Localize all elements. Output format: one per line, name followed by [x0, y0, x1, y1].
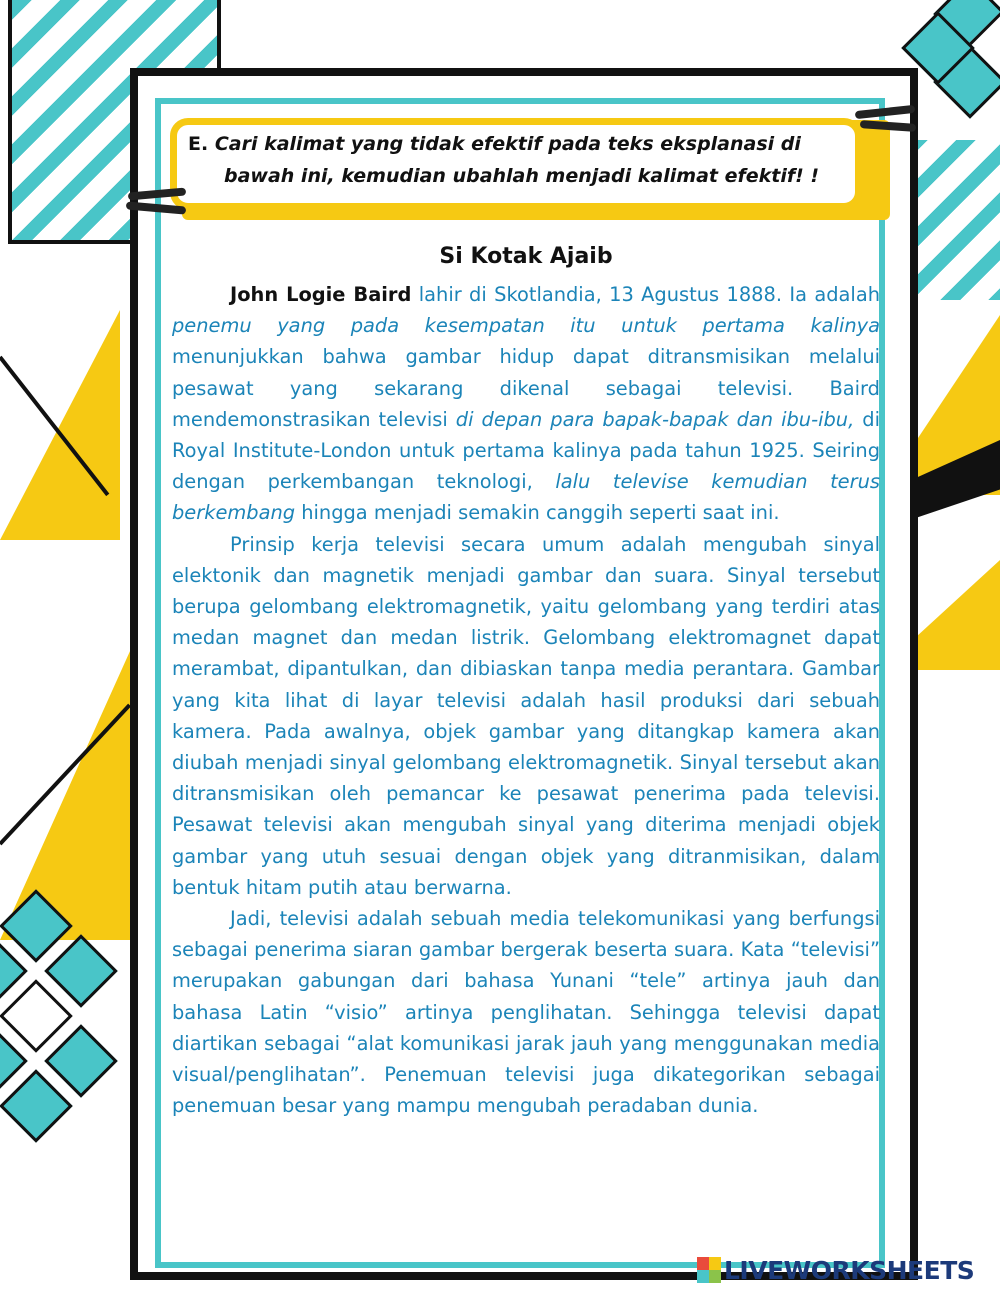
decor-teal-diamond	[0, 1069, 73, 1143]
decor-teal-diamond	[44, 934, 118, 1008]
decor-teal-diamond	[44, 1024, 118, 1098]
decor-yellow-triangle-upper	[0, 310, 120, 540]
inventor-name: John Logie Baird	[230, 283, 412, 306]
paragraph-1-italic-b: di depan para bapak-bapak dan ibu-ibu,	[455, 407, 855, 431]
paragraph-2: Prinsip kerja televisi secara umum adalah mengubah sinyal elektonik dan magnetik menjadi gambar dan suara. Sinyal tersebut berupa gelombang elektromagnetik, yaitu gelombang yang terdiri atas medan magnet dan medan listrik. Gelombang elektromagnet dapat merambat, dipantulkan, dan dibiaskan tanpa media perantara. Gambar yang kita lihat di layar televisi adalah hasil produksi dari sebuah kamera. Pada awalnya, objek gambar yang ditangkap kamera akan diubah menjadi sinyal gelombang elektromagnetik. Sinyal tersebut akan ditransmisikan oleh pemancar ke pesawat penerima pada televisi. Pesawat televisi akan mengubah sinyal yang diterima menjadi objek gambar yang utuh sesuai dengan objek yang ditranmisikan, dalam bentuk hitam putih atau berwarna.	[172, 532, 880, 899]
liveworksheets-logo	[697, 1255, 974, 1285]
liveworksheets-badge-icon	[697, 1257, 721, 1283]
paragraph-3: Jadi, televisi adalah sebuah media telekomunikasi yang berfungsi sebagai penerima siaran gambar bergerak beserta suara. Kata “televisi” merupakan gabungan dari bahasa Yunani “tele” artinya jauh dan bahasa Latin “visio” artinya penglihatan. Sehingga televisi dapat diartikan sebagai “alat komunikasi jarak jauh yang menggunakan media visual/penglihatan”. Penemuan televisi juga dikategorikan sebagai penemuan besar yang mampu mengubah peradaban dunia.	[172, 907, 880, 1118]
instruction-label: E.	[188, 133, 209, 155]
article-title: Si Kotak Ajaib	[439, 244, 613, 269]
paragraph-1-text-a: lahir di Skotlandia, 13 Agustus 1888. Ia adalah	[411, 283, 880, 306]
instruction-line-1: Cari kalimat yang tidak efektif pada teks eksplanasi di	[214, 133, 801, 155]
paragraph-1-italic-c: lalu televise kemudian terus berkembang	[172, 470, 880, 525]
paragraph-1-text-b: menunjukkan bahwa gambar hidup dapat ditransmisikan melalui pesawat yang sekarang dikenal sebagai televisi. Baird mendemonstrasikan televisi	[172, 345, 880, 431]
paragraph-1-text-c: di Royal Institute-London untuk pertama kalinya pada tahun 1925. Seiring dengan perkembangan teknologi,	[172, 407, 880, 494]
decor-yellow-triangle-lower	[0, 640, 135, 940]
paragraph-1	[172, 279, 880, 529]
paragraph-1-text-d: hingga menjadi semakin canggih seperti saat ini.	[295, 501, 780, 525]
instruction-line-2: bawah ini, kemudian ubahlah menjadi kalimat efektif! !	[224, 165, 820, 187]
paragraph-1-italic-a: penemu yang pada kesempatan itu untuk pertama kalinya	[172, 314, 880, 338]
instruction-text	[188, 128, 848, 192]
logo-text: LIVEWORKSHEETS	[724, 1255, 975, 1285]
article-body	[172, 279, 880, 1121]
